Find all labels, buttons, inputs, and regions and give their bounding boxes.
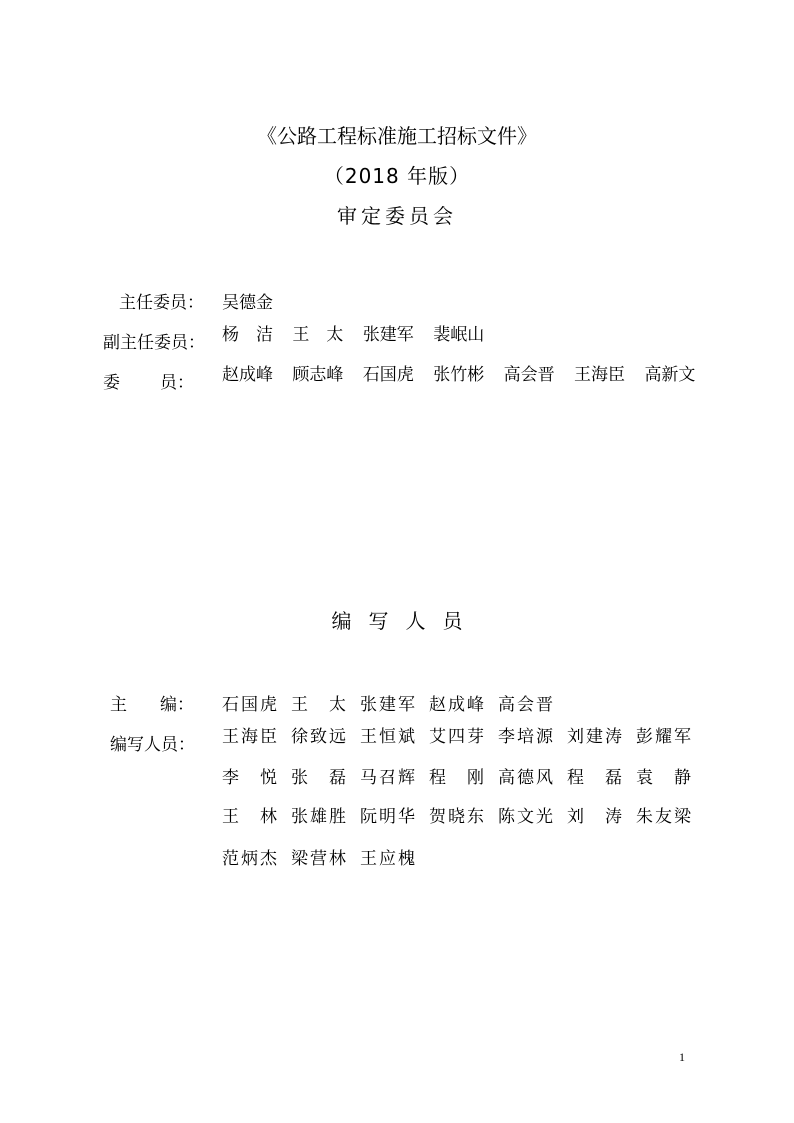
writer-name: 程 磊 [567, 768, 622, 788]
writer-name: 李 悦 [222, 768, 277, 788]
writer-name: 贺晓东 [429, 807, 484, 827]
writer-name: 徐致远 [291, 727, 346, 747]
writer-name: 阮明华 [360, 807, 415, 827]
members-label-part1: 委 [103, 373, 120, 393]
member-name: 赵成峰 [222, 365, 273, 385]
chief-editor-name: 高会晋 [498, 695, 553, 715]
chief-editor-label-part2: 编： [160, 695, 194, 715]
writer-name: 王恒斌 [360, 727, 415, 747]
writer-name: 刘 涛 [567, 807, 622, 827]
director-label: 主任委员： [119, 293, 204, 313]
member-name: 石国虎 [362, 365, 414, 385]
writer-name: 王应槐 [360, 849, 415, 869]
member-name: 张竹彬 [433, 365, 485, 385]
member-name: 高会晋 [503, 365, 555, 385]
page-number: 1 [679, 1050, 685, 1064]
chief-editor-label-part1: 主 [110, 695, 127, 715]
writers-row [222, 763, 691, 788]
deputy-director-names [222, 320, 484, 345]
writer-name: 程 刚 [429, 768, 484, 788]
director-name: 吴德金 [222, 293, 273, 313]
members-label-part2: 员： [160, 373, 194, 393]
writer-name: 李培源 [498, 727, 553, 747]
writer-name: 梁营林 [291, 849, 346, 869]
writer-name: 张 磊 [291, 768, 346, 788]
member-name: 顾志峰 [292, 365, 344, 385]
writer-name: 袁 静 [636, 768, 691, 788]
authors-section-title: 编写人员 [331, 609, 480, 633]
writer-name: 艾四芽 [429, 727, 484, 747]
chief-editor-name: 赵成峰 [429, 695, 484, 715]
chief-editor-names [222, 690, 553, 715]
members-names [222, 360, 695, 385]
writer-name: 朱友梁 [636, 807, 691, 827]
writers-row [222, 722, 691, 747]
writers-row [222, 844, 415, 869]
chief-editor-name: 张建军 [360, 695, 415, 715]
writer-name: 陈文光 [498, 807, 553, 827]
deputy-director-name: 裴岷山 [433, 325, 485, 345]
director-names [222, 288, 273, 313]
deputy-director-name: 杨 洁 [222, 325, 273, 345]
writer-name: 范炳杰 [222, 849, 277, 869]
deputy-director-name: 张建军 [362, 325, 414, 345]
member-name: 王海臣 [574, 365, 626, 385]
writer-name: 张雄胜 [291, 807, 346, 827]
document-title: 《公路工程标准施工招标文件》 [257, 124, 537, 148]
writer-name: 刘建涛 [567, 727, 622, 747]
deputy-director-name: 王 太 [292, 325, 344, 345]
chief-editor-name: 石国虎 [222, 695, 277, 715]
writers-label: 编写人员： [110, 735, 195, 755]
chief-editor-name: 王 太 [291, 695, 346, 715]
writer-name: 马召辉 [360, 768, 415, 788]
writer-name: 王海臣 [222, 727, 277, 747]
member-name: 高新文 [644, 365, 696, 385]
committee-heading: 审定委员会 [337, 204, 457, 228]
writers-row [222, 802, 691, 827]
writer-name: 高德风 [498, 768, 553, 788]
edition-label: （2018 年版） [323, 164, 471, 188]
writer-name: 彭耀军 [636, 727, 691, 747]
writer-name: 王 林 [222, 807, 277, 827]
deputy-director-label: 副主任委员： [103, 333, 205, 353]
